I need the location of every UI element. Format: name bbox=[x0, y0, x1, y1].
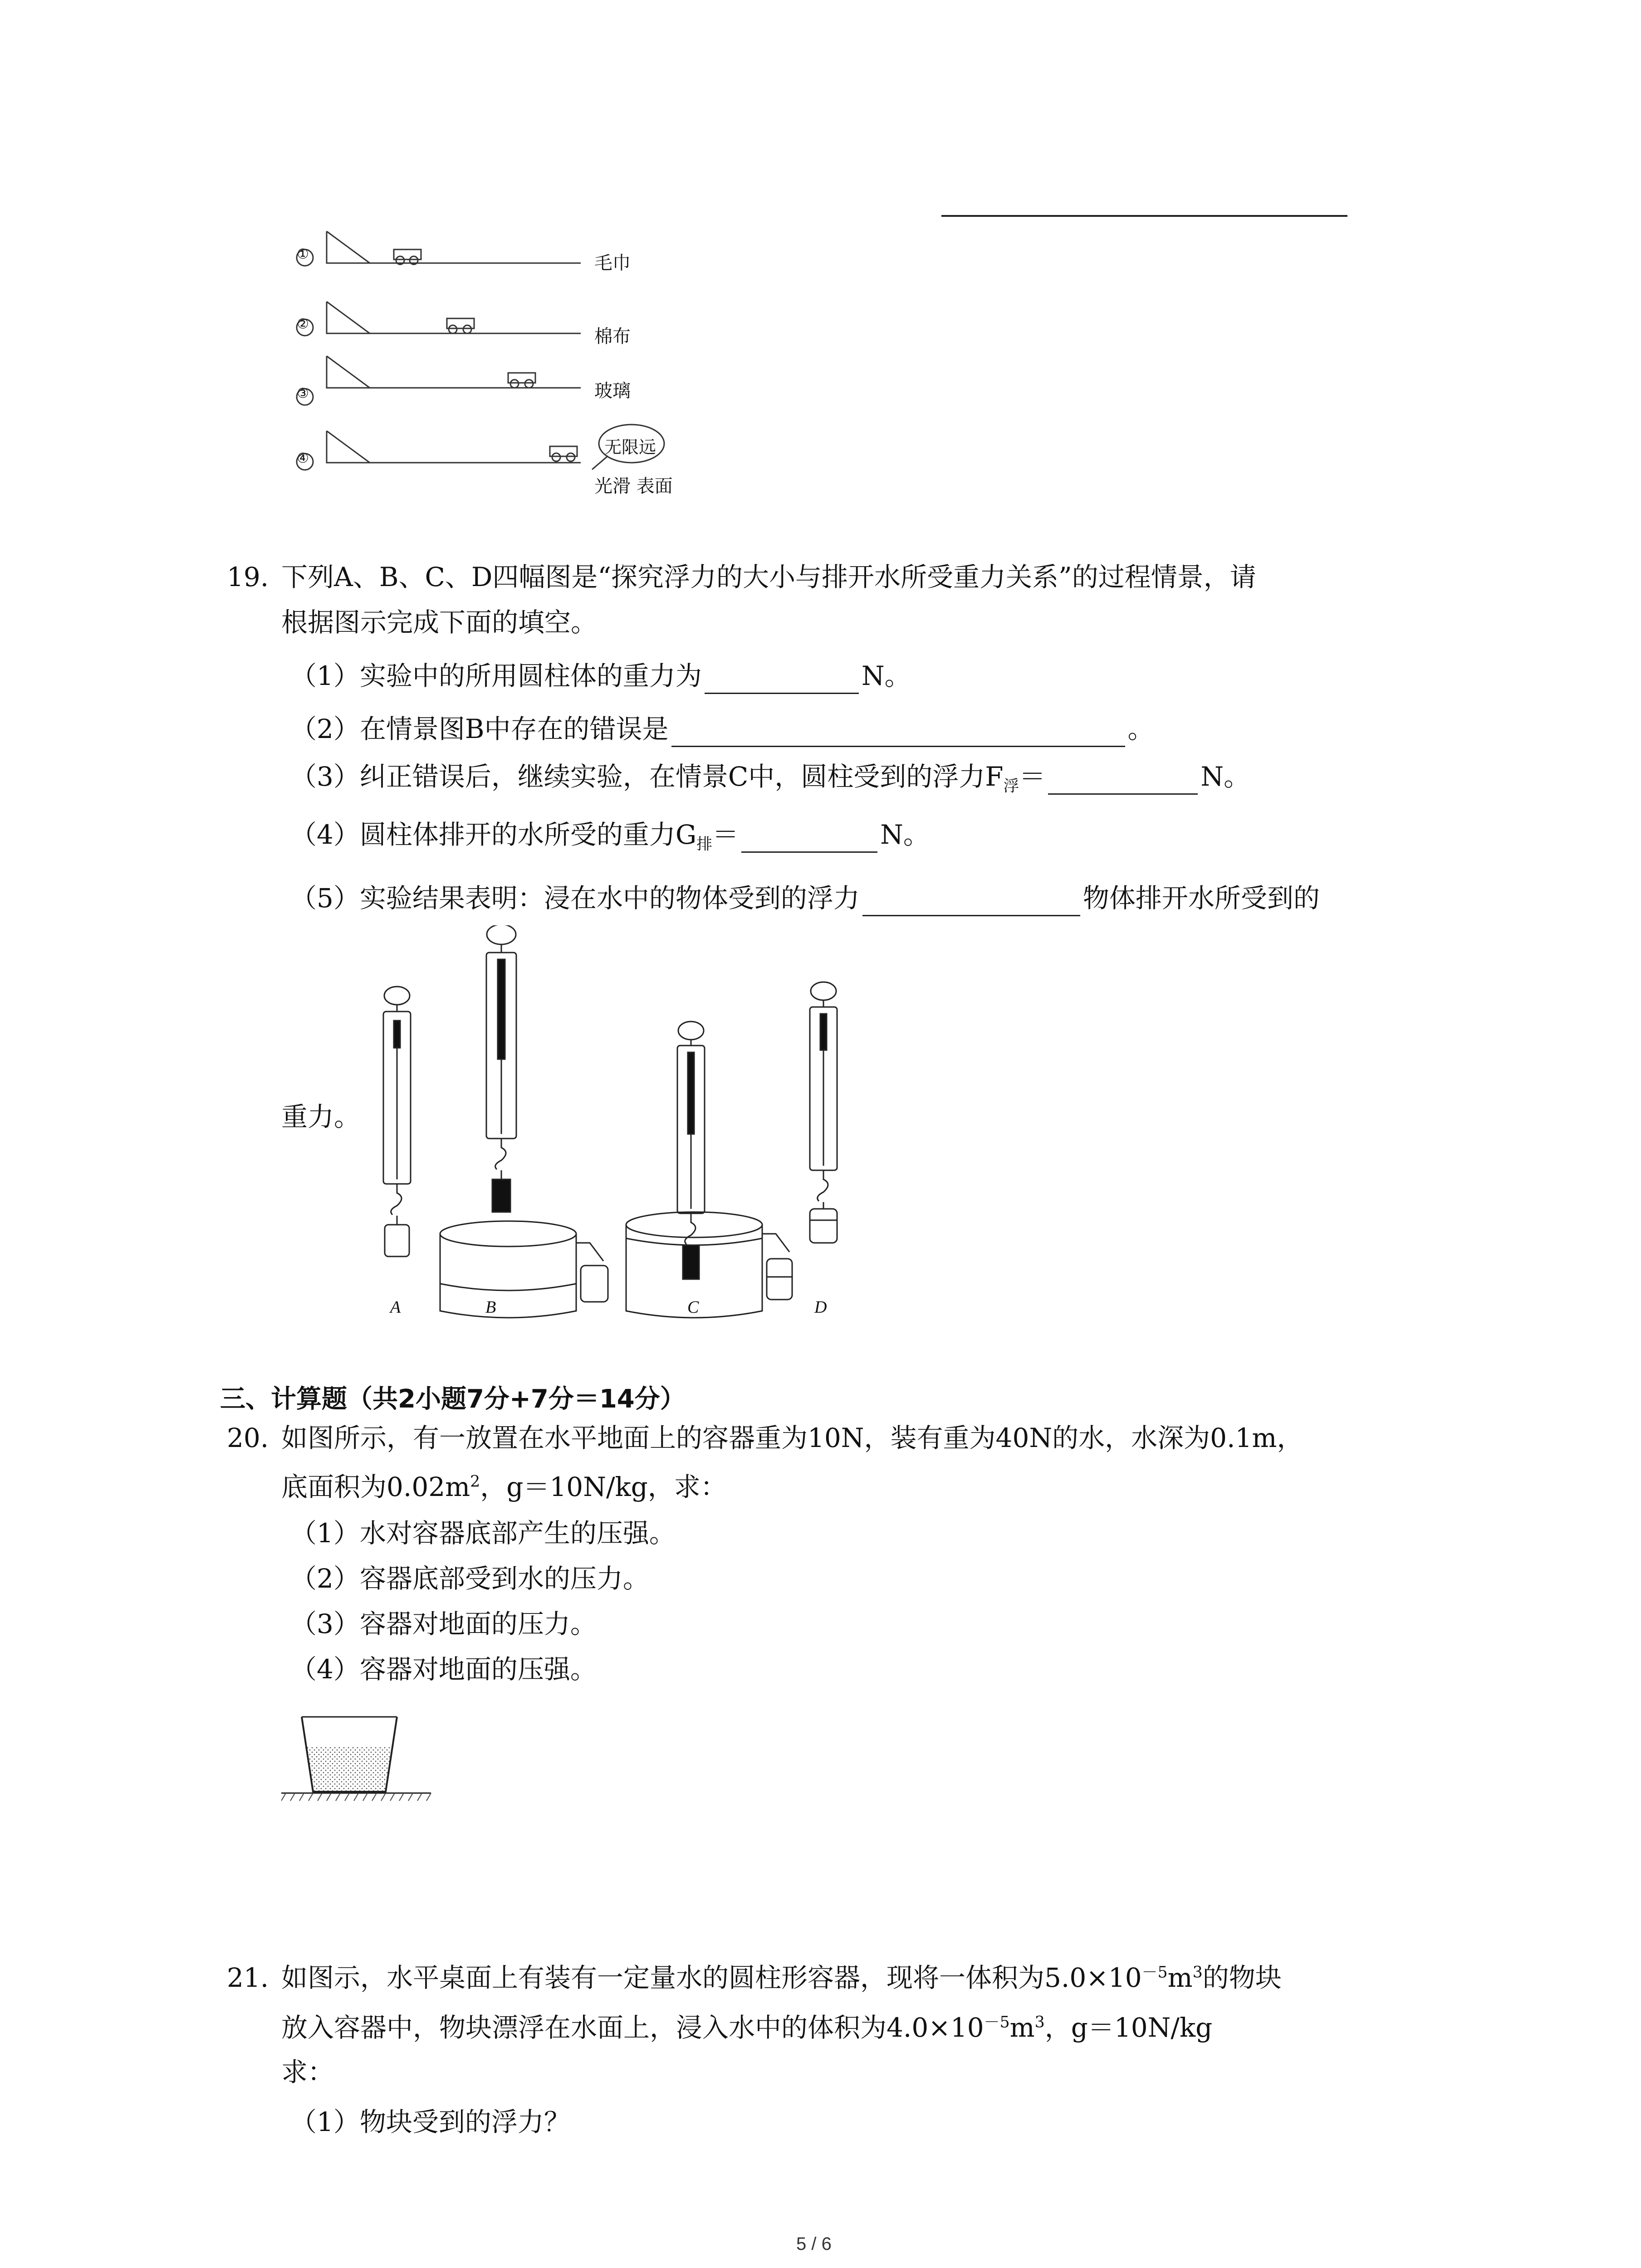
incline-label-cotton: 棉布 bbox=[594, 326, 631, 347]
scale-D bbox=[810, 982, 837, 1243]
q20-line2-text: 底面积为0.02m bbox=[281, 1471, 470, 1502]
fig-label-B: B bbox=[485, 1298, 496, 1317]
incline-num-3: ③ bbox=[297, 386, 309, 401]
q20-line1: 如图所示，有一放置在水平地面上的容器重为10N，装有重为40N的水，水深为0.1m， bbox=[281, 1422, 1303, 1453]
q19-part1 bbox=[290, 658, 911, 694]
q19-stem-line2: 根据图示完成下面的填空。 bbox=[281, 607, 598, 638]
q20-part1: （1）水对容器底部产生的压强。 bbox=[290, 1518, 676, 1549]
scale-B bbox=[440, 925, 608, 1318]
q19-part4-blank[interactable] bbox=[741, 824, 877, 853]
q19-part4-sub: 排 bbox=[696, 835, 713, 854]
q21-line2-sup2: 3 bbox=[1034, 2013, 1045, 2032]
q19-part3-unit: N。 bbox=[1200, 761, 1250, 792]
q19-part3 bbox=[290, 758, 1250, 795]
q21-part1: （1）物块受到的浮力？ bbox=[290, 2107, 570, 2137]
q19-part2-end: 。 bbox=[1127, 714, 1154, 744]
q19-part5-tail: 物体排开水所受到的 bbox=[1083, 883, 1320, 914]
q19-part5 bbox=[290, 880, 1320, 916]
q19-number: 19. bbox=[227, 562, 269, 592]
q19-part3-eq: ＝ bbox=[1019, 761, 1046, 792]
incline-label-glass: 玻璃 bbox=[594, 381, 631, 401]
q20-number: 20. bbox=[227, 1422, 269, 1453]
q20-line2-sup: 2 bbox=[470, 1472, 480, 1491]
q19-part4 bbox=[290, 816, 930, 853]
incline-num-2: ② bbox=[297, 316, 309, 332]
fig-label-D: D bbox=[814, 1298, 827, 1317]
section-heading: 三、计算题（共2小题7分+7分＝14分） bbox=[220, 1384, 686, 1414]
q21-line1-sup2: 3 bbox=[1192, 1963, 1203, 1982]
incline-num-1: ① bbox=[297, 246, 309, 262]
incline-label-smooth: 光滑 表面 bbox=[594, 476, 673, 497]
q19-part2 bbox=[290, 711, 1154, 747]
q20-line2 bbox=[281, 1469, 727, 1505]
fig-label-A: A bbox=[390, 1298, 401, 1317]
incline-label-towel: 毛巾 bbox=[594, 253, 631, 274]
q21-line2-unit: m bbox=[1009, 2012, 1035, 2043]
q19-part3-text: （3）纠正错误后，继续实验，在情景C中，圆柱受到的浮力F bbox=[290, 761, 1004, 792]
q19-part4-eq: ＝ bbox=[712, 819, 739, 850]
incline-figure bbox=[290, 222, 726, 508]
incline-num-4: ④ bbox=[297, 450, 309, 466]
q19-part4-unit: N。 bbox=[880, 819, 930, 850]
q21-line1-sup1: －5 bbox=[1141, 1963, 1168, 1982]
q19-stem-line1: 下列A、B、C、D四幅图是“探究浮力的大小与排开水所受重力关系”的过程情景，请 bbox=[281, 562, 1256, 592]
q19-part1-unit: N。 bbox=[861, 660, 911, 691]
answer-blank-line bbox=[941, 215, 1347, 217]
q21-line1-tail: 的物块 bbox=[1202, 1962, 1282, 1993]
q20-part3: （3）容器对地面的压力。 bbox=[290, 1608, 597, 1639]
q19-part2-blank[interactable] bbox=[671, 719, 1125, 747]
q19-part3-blank[interactable] bbox=[1048, 766, 1198, 795]
q20-line2-tail: ，g＝10N/kg，求： bbox=[480, 1471, 727, 1502]
q21-line2-text: 放入容器中，物块漂浮在水面上，浸入水中的体积为4.0×10 bbox=[281, 2012, 984, 2043]
q19-part5-continued: 重力。 bbox=[281, 1101, 361, 1132]
q20-part2: （2）容器底部受到水的压力。 bbox=[290, 1563, 649, 1594]
q19-part4-text: （4）圆柱体排开的水所受的重力G bbox=[290, 819, 697, 850]
spring-scale-figure bbox=[358, 925, 885, 1325]
q21-line1-unit: m bbox=[1167, 1962, 1193, 1993]
q21-number: 21. bbox=[227, 1962, 269, 1993]
q21-line1 bbox=[281, 1960, 1282, 1996]
container-figure bbox=[281, 1712, 445, 1814]
q19-part5-blank[interactable] bbox=[862, 888, 1080, 916]
q21-line1-text: 如图示，水平桌面上有装有一定量水的圆柱形容器，现将一体积为5.0×10 bbox=[281, 1962, 1142, 1993]
scale-A bbox=[383, 987, 411, 1256]
q21-line3: 求： bbox=[281, 2057, 334, 2087]
fig-label-C: C bbox=[687, 1298, 699, 1317]
q19-part1-blank[interactable] bbox=[705, 665, 859, 694]
q19-part5-text: （5）实验结果表明：浸在水中的物体受到的浮力 bbox=[290, 883, 860, 914]
page-number: 5 / 6 bbox=[796, 2234, 832, 2254]
q19-part1-text: （1）实验中的所用圆柱体的重力为 bbox=[290, 660, 702, 691]
scale-C bbox=[626, 1022, 792, 1318]
q21-line2 bbox=[281, 2009, 1212, 2046]
q21-line2-tail: ，g＝10N/kg bbox=[1044, 2012, 1213, 2043]
q19-part3-sub: 浮 bbox=[1003, 777, 1019, 796]
q20-part4: （4）容器对地面的压强。 bbox=[290, 1654, 597, 1685]
q19-part2-text: （2）在情景图B中存在的错误是 bbox=[290, 714, 669, 744]
incline-bubble-text: 无限远 bbox=[604, 437, 656, 457]
q21-line2-sup1: －5 bbox=[984, 2013, 1010, 2032]
